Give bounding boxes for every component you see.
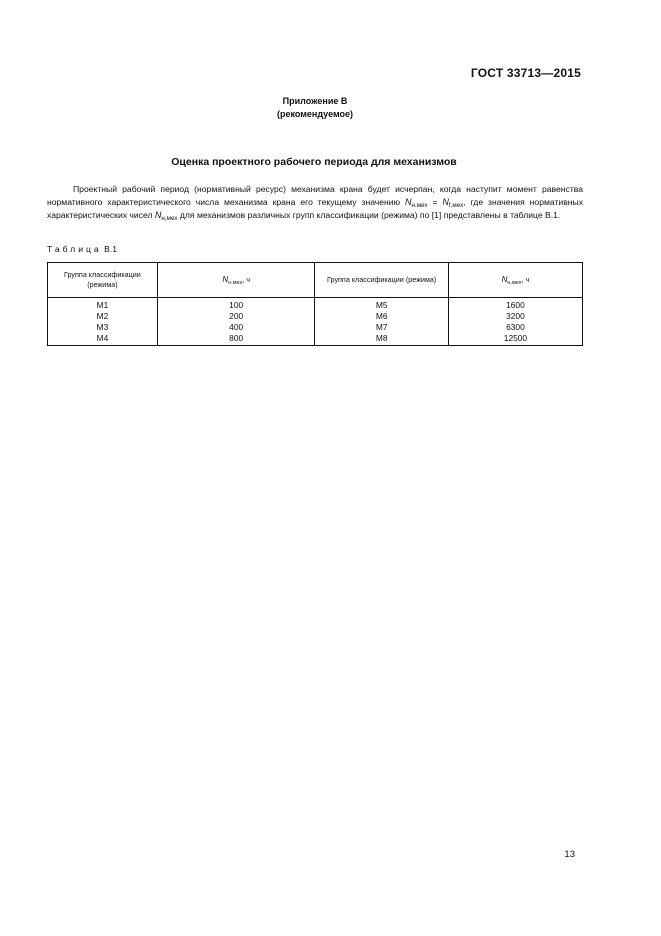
cell-group: М4 (48, 333, 158, 346)
cell-value: 200 (157, 311, 315, 322)
symbol-subscript: н,мех (161, 214, 178, 222)
cell-value: 400 (157, 322, 315, 333)
document-code: ГОСТ 33713—2015 (470, 66, 581, 80)
header-unit: , ч (242, 275, 250, 284)
table-caption-number: В.1 (101, 244, 117, 254)
symbol-n: N (442, 196, 449, 207)
table-caption-word: Таблица (47, 244, 102, 254)
header-unit: , ч (521, 275, 530, 284)
cell-group: М6 (315, 311, 448, 322)
paragraph-text-1: Проектный рабочий период (нормативный ресурс) механизма крана будет исчерпан, когда наступит момент равенства нормативного характеристического числа механизма крана его текущему значению (47, 184, 583, 207)
table-row (48, 311, 583, 322)
header-subscript: н.мех (228, 280, 243, 286)
cell-value: 3200 (448, 311, 582, 322)
appendix-title: Приложение В (282, 96, 348, 106)
header-group: Группа классификации (режима) (48, 263, 158, 298)
cell-value: 100 (157, 298, 315, 312)
cell-group: М8 (315, 333, 448, 346)
header-subscript: н.мех (507, 280, 522, 286)
cell-value: 12500 (448, 333, 582, 346)
cell-group: М1 (48, 298, 158, 312)
cell-value: 6300 (448, 322, 582, 333)
symbol-subscript: f,мех (448, 201, 464, 209)
table-row (48, 322, 583, 333)
cell-group: М7 (315, 322, 448, 333)
equals-sign: = (427, 196, 443, 207)
cell-value: 800 (157, 333, 315, 346)
section-title: Оценка проектного рабочего периода для механизмов (171, 156, 457, 168)
cell-group: М5 (315, 298, 448, 312)
body-paragraph (47, 183, 583, 221)
paragraph-text-2: , где значения нормативных характеристических чисел (47, 196, 583, 220)
cell-group: М2 (48, 311, 158, 322)
cell-group: М3 (48, 322, 158, 333)
symbol-n: N (404, 196, 412, 207)
paragraph-text-3: для механизмов различных групп классификации (режима) по [1] представлены в таблице В.1. (177, 209, 561, 220)
classification-table (47, 262, 583, 346)
appendix-heading (0, 95, 630, 121)
symbol-subscript: н.мех (411, 201, 428, 209)
table-row (48, 298, 583, 312)
cell-value: 1600 (448, 298, 582, 312)
table-row (48, 333, 583, 346)
table-caption (47, 244, 117, 254)
page-number: 13 (564, 849, 575, 860)
symbol-n: N (154, 209, 162, 220)
header-group-2: Группа классификации (режима) (315, 263, 448, 298)
header-n-mech (157, 263, 315, 298)
header-n-mech-2 (448, 263, 582, 298)
header-symbol: N (222, 275, 229, 284)
appendix-status: (рекомендуемое) (277, 109, 353, 119)
header-symbol: N (501, 275, 508, 284)
